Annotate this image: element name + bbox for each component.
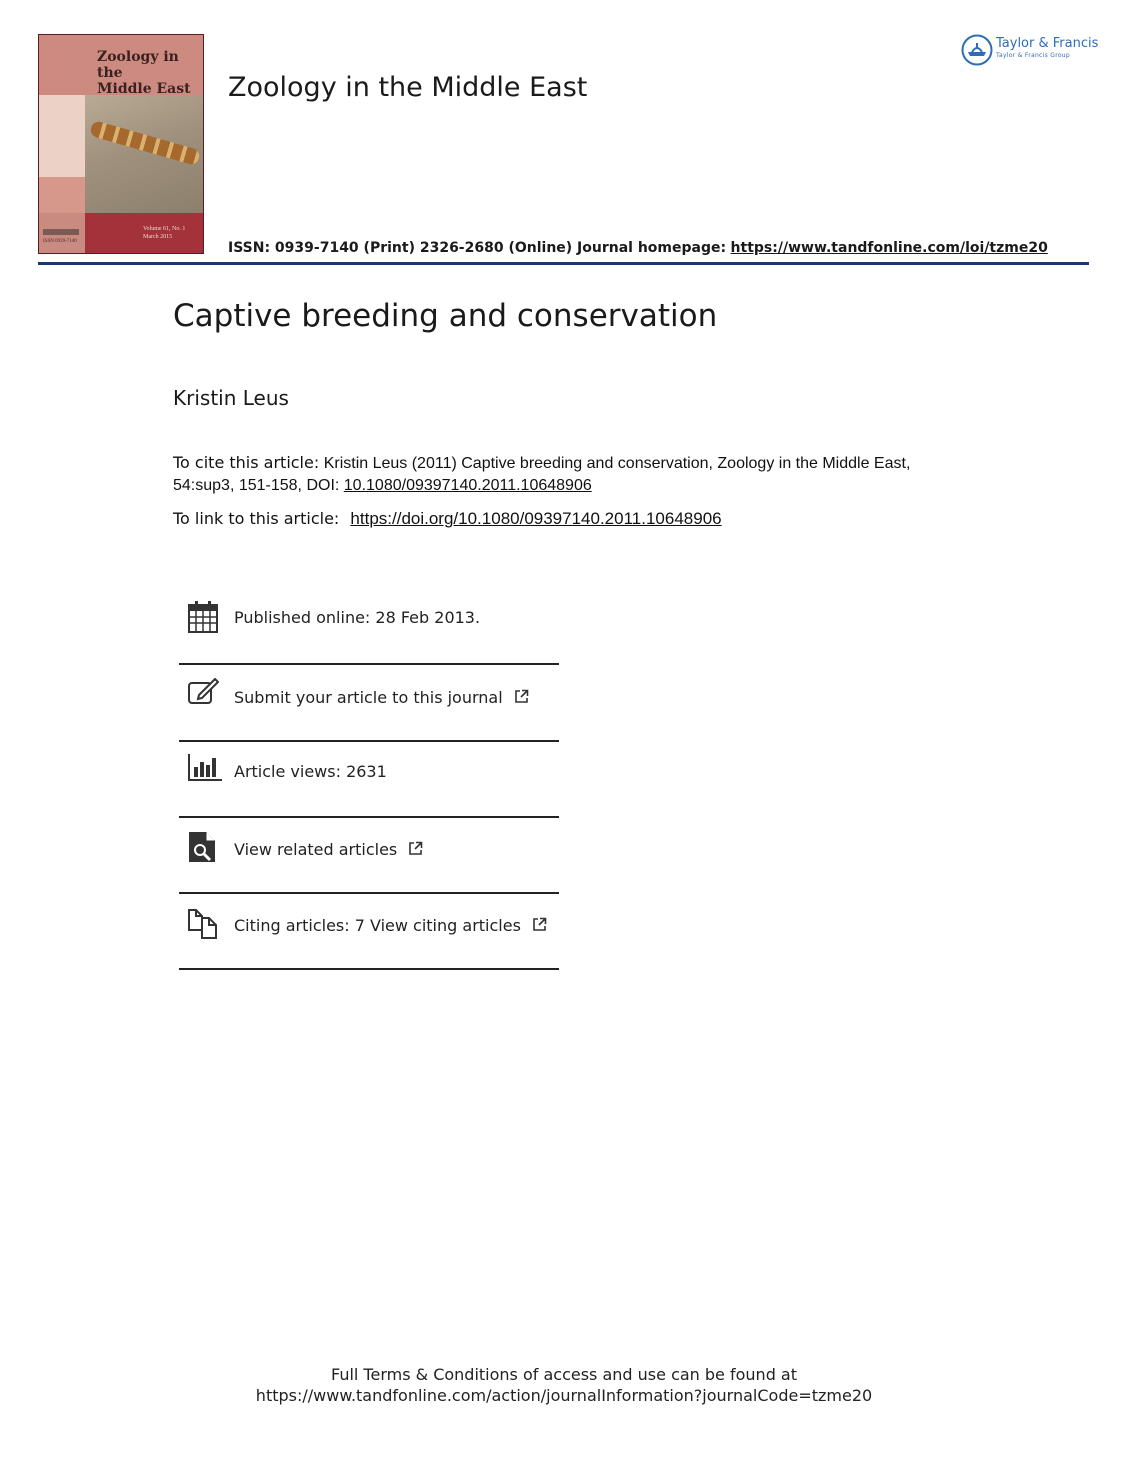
related-articles-link[interactable] <box>234 840 423 859</box>
documents-copy-icon <box>187 906 219 940</box>
terms-line: Full Terms & Conditions of access and use can be found at <box>330 1365 798 1384</box>
cover-light-block <box>39 95 85 177</box>
info-divider <box>179 892 559 894</box>
taylor-francis-logo-icon <box>961 34 993 66</box>
cover-title-line2: Middle East <box>97 81 191 97</box>
edit-icon <box>187 678 219 706</box>
cover-title <box>97 49 201 97</box>
citing-articles-link[interactable] <box>234 916 547 935</box>
related-articles-text[interactable]: View related articles <box>234 840 398 859</box>
info-divider <box>179 816 559 818</box>
article-link-block <box>173 509 722 529</box>
submit-article-text[interactable]: Submit your article to this journal <box>234 688 503 707</box>
submit-article-row[interactable] <box>179 678 559 718</box>
document-search-icon <box>187 830 217 864</box>
terms-footer <box>0 1364 1128 1406</box>
doi-link[interactable]: 10.1080/09397140.2011.10648906 <box>343 477 592 494</box>
publisher-group: Taylor & Francis Group <box>996 52 1071 59</box>
journal-cover <box>38 34 204 254</box>
citing-articles-text[interactable]: Citing articles: 7 View citing articles <box>234 916 521 935</box>
info-divider <box>179 968 559 970</box>
article-author: Kristin Leus <box>173 386 289 410</box>
cite-label: To cite this article: <box>173 453 320 472</box>
calendar-icon <box>187 600 219 634</box>
cover-volume: Volume 61, No. 1 <box>143 226 186 232</box>
journal-title: Zoology in the Middle East <box>228 72 588 103</box>
bar-chart-icon <box>187 754 223 782</box>
info-divider <box>179 663 559 665</box>
article-title: Captive breeding and conservation <box>173 298 718 334</box>
cover-volume-info <box>143 225 203 241</box>
citation-block <box>173 452 963 497</box>
issn-text: ISSN: 0939-7140 (Print) 2326-2680 (Online) Journal homepage: <box>228 240 727 256</box>
header-divider <box>38 262 1089 265</box>
submit-article-link[interactable] <box>234 688 529 707</box>
issn-line <box>228 240 1048 256</box>
cover-issn: ISSN 0939-7140 <box>43 239 77 244</box>
external-link-icon <box>532 917 547 932</box>
link-label: To link to this article: <box>173 509 340 528</box>
cover-mid-block <box>39 177 85 213</box>
article-views-text: Article views: 2631 <box>234 762 387 781</box>
external-link-icon <box>514 689 529 704</box>
cover-title-line1: Zoology in the <box>97 49 179 81</box>
related-articles-row[interactable] <box>179 830 559 870</box>
publisher-name: Taylor & Francis <box>996 36 1099 51</box>
journal-homepage-link[interactable]: https://www.tandfonline.com/loi/tzme20 <box>730 240 1048 256</box>
published-online-row <box>179 600 559 640</box>
cite-text: Kristin Leus (2011) Captive breeding and conservation, Zoology in the Middle East, 54:sup3, 151-158, DOI: <box>173 455 911 494</box>
external-link-icon <box>408 841 423 856</box>
cover-photo <box>85 95 204 213</box>
citing-articles-row[interactable] <box>179 906 559 946</box>
cover-date: March 2015 <box>143 234 173 240</box>
published-online-text: Published online: 28 Feb 2013. <box>234 608 481 627</box>
cover-snake <box>89 120 201 166</box>
cover-publisher-mark <box>43 229 79 235</box>
info-divider <box>179 740 559 742</box>
article-doi-url-link[interactable]: https://doi.org/10.1080/09397140.2011.10648906 <box>350 509 722 528</box>
terms-url[interactable]: https://www.tandfonline.com/action/journalInformation?journalCode=tzme20 <box>255 1386 873 1405</box>
article-views-row <box>179 754 559 794</box>
